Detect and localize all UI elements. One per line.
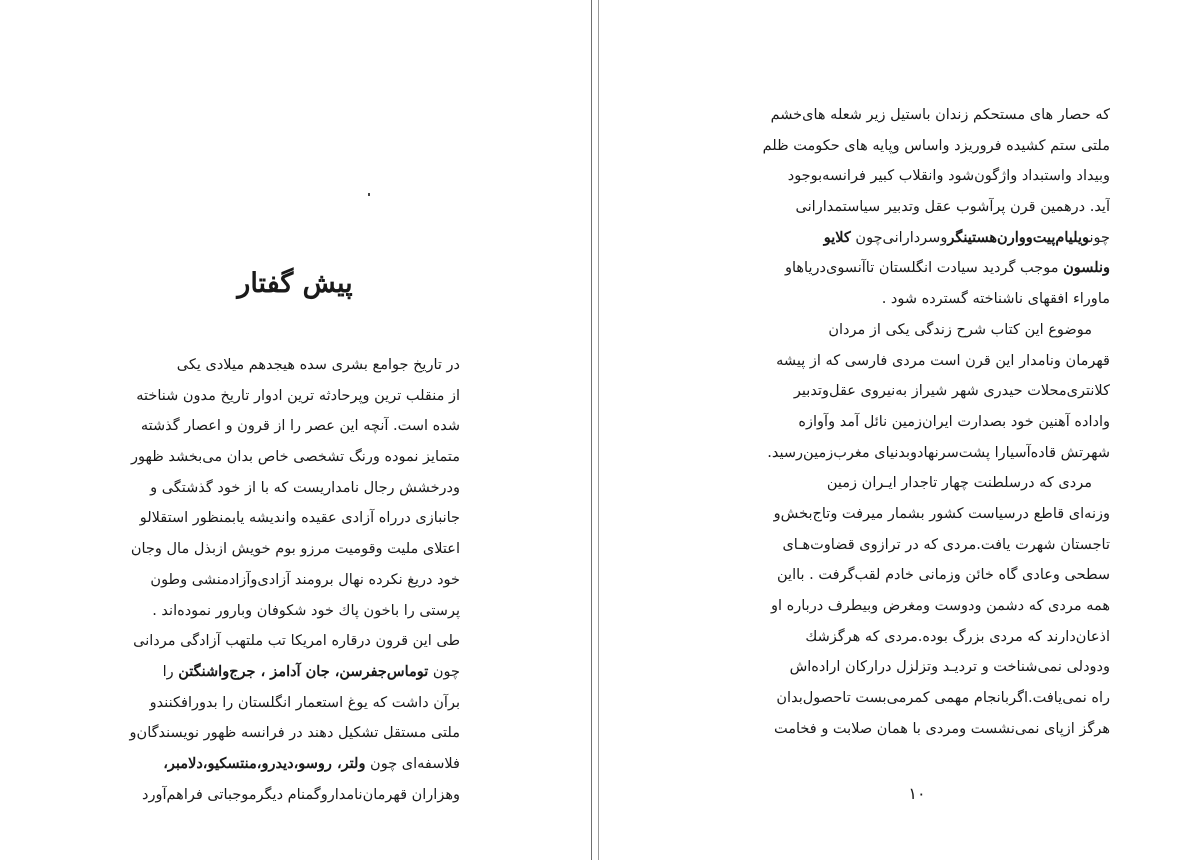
- text-line: شده است. آنچه این عصر را از قرون و اعصار گذشته: [140, 418, 460, 435]
- text-line: خود دریغ نکرده نهال برومند آزادی‌وآزادمنشی وطون: [150, 571, 460, 588]
- text-line: [745, 223, 1110, 254]
- text-span: وسردارانی‌چون: [850, 229, 948, 246]
- text-span: چون: [428, 663, 460, 680]
- text-line: برآن داشت که یوغ استعمار انگلستان را بدورافکنندو: [149, 694, 460, 711]
- text-line: هرگز ازپای نمی‌نشست ومردی با همان صلابت و فخامت: [774, 720, 1110, 737]
- text-line: سطحی وعادی گاه خائن وزمانی خادم لقب‌گرفت . بااین: [777, 567, 1110, 584]
- text-line: آید. درهمین قرن پرآشوب عقل وتدبیر سیاستمدارانی: [795, 199, 1110, 216]
- text-line: [128, 657, 460, 688]
- text-line: ملتی ستم کشیده فروریزد واساس وپایه های حکومت ظلم: [762, 137, 1110, 154]
- text-line: وبیداد واستبداد واژگون‌شود وانقلاب کبیر فرانسه‌بوجود: [787, 168, 1110, 185]
- text-line: وزنه‌ای قاطع درسیاست کشور بشمار میرفت وتاج‌بخش‌و: [773, 505, 1110, 522]
- text-line: پرستی را باخون پاك خود شکوفان وبارور نموده‌اند .: [152, 602, 460, 619]
- text-line: قهرمان ونامدار این قرن است مردی فارسی که از پیشه: [776, 352, 1110, 369]
- text-line: موضوع این کتاب شرح زندگی یکی از مردان: [828, 321, 1092, 338]
- text-line: [128, 749, 460, 780]
- bold-names: ویلیام‌پیت‌ووارن‌هستینگر: [947, 228, 1090, 246]
- text-span: چون: [1089, 229, 1110, 246]
- text-line: ودرخشش رجال نامداریست که با از خود گذشتگی و: [150, 479, 460, 496]
- text-line: جانبازی درراه آزادی عقیده واندیشه یابمنظور استقلالو: [139, 510, 460, 527]
- text-line: ودودلی نمی‌شناخت و تردیـد وتزلزل درارکان اراده‌اش: [789, 659, 1110, 676]
- text-line: متمایز نموده ورنگ تشخصی خاص بدان می‌بخشد ظهور: [131, 449, 460, 466]
- page-number: ۱۰: [908, 784, 926, 803]
- text-line: تاجستان شهرت یافت.مردی که در ترازوی قضاوت‌هـای: [782, 536, 1110, 553]
- ink-speck: [368, 193, 370, 196]
- text-span: موجب گردید سیادت انگلستان تاآنسوی‌دریاهاو: [784, 260, 1064, 277]
- gutter-divider: [591, 0, 592, 860]
- text-span: را: [162, 663, 179, 680]
- bold-names: ولتر، روسو،دیدرو،منتسکیو،دلامبر،: [163, 754, 366, 772]
- chapter-title: پیش گفتار: [237, 268, 353, 299]
- bold-names: ونلسون: [1063, 259, 1110, 277]
- left-page: [0, 0, 590, 860]
- text-line: ماوراء افقهای ناشناخته گسترده شود .: [881, 291, 1110, 308]
- text-line: در تاریخ جوامع بشری سده هیجدهم میلادی یکی: [176, 357, 460, 373]
- text-line: اذعان‌دارند که مردی بزرگ بوده.مردی که هرگزشك: [805, 628, 1110, 645]
- text-line: ملتی مستقل تشکیل دهند در فرانسه ظهور نویسندگان‌و: [129, 725, 460, 742]
- text-line: کلانتری‌محلات حیدری شهر شیراز به‌نیروی عقل‌وتدبیر: [793, 383, 1110, 400]
- text-line: وهزاران قهرمان‌نامداروگمنام دیگرموجباتی فراهم‌آورد: [142, 786, 460, 803]
- right-page: [600, 0, 1188, 860]
- bold-names: کلایو: [823, 228, 851, 246]
- left-text-column: [128, 350, 460, 810]
- text-span: فلاسفه‌ای چون: [365, 755, 460, 772]
- text-line: از منقلب ترین وپرحادثه ترین ادوار تاریخ مدون شناخته: [136, 387, 460, 404]
- text-line: همه مردی که دشمن ودوست ومغرض وبیطرف درباره او: [771, 598, 1110, 614]
- text-line: مردی که درسلطنت چهار تاجدار ایـران زمین: [826, 475, 1092, 492]
- right-text-column: [745, 100, 1110, 744]
- gutter-divider: [598, 0, 599, 860]
- text-line: طی این قرون درقاره امریکا تب ملتهب آزادگی مردانی: [133, 633, 460, 650]
- text-line: راه نمی‌یافت.اگربانجام مهمی کمرمی‌بست تاحصول‌بدان: [776, 690, 1110, 707]
- text-line: شهرتش قاده‌آسیارا پشت‌سرنهادوبدنیای مغرب‌زمین‌رسید.: [767, 444, 1110, 461]
- text-line: که حصار های مستحکم زندان باستیل زیر شعله های‌خشم: [770, 107, 1110, 123]
- text-line: [745, 253, 1110, 284]
- text-line: واداده آهنین خود بصدارت ایران‌زمین نائل آمد وآوازه: [798, 413, 1110, 430]
- bold-names: توماس‌جفرسن، جان آدامز ، جرج‌واشنگتن: [178, 662, 429, 680]
- text-line: اعتلای ملیت وقومیت مرزو بوم خویش ازبذل مال وجان: [130, 541, 460, 558]
